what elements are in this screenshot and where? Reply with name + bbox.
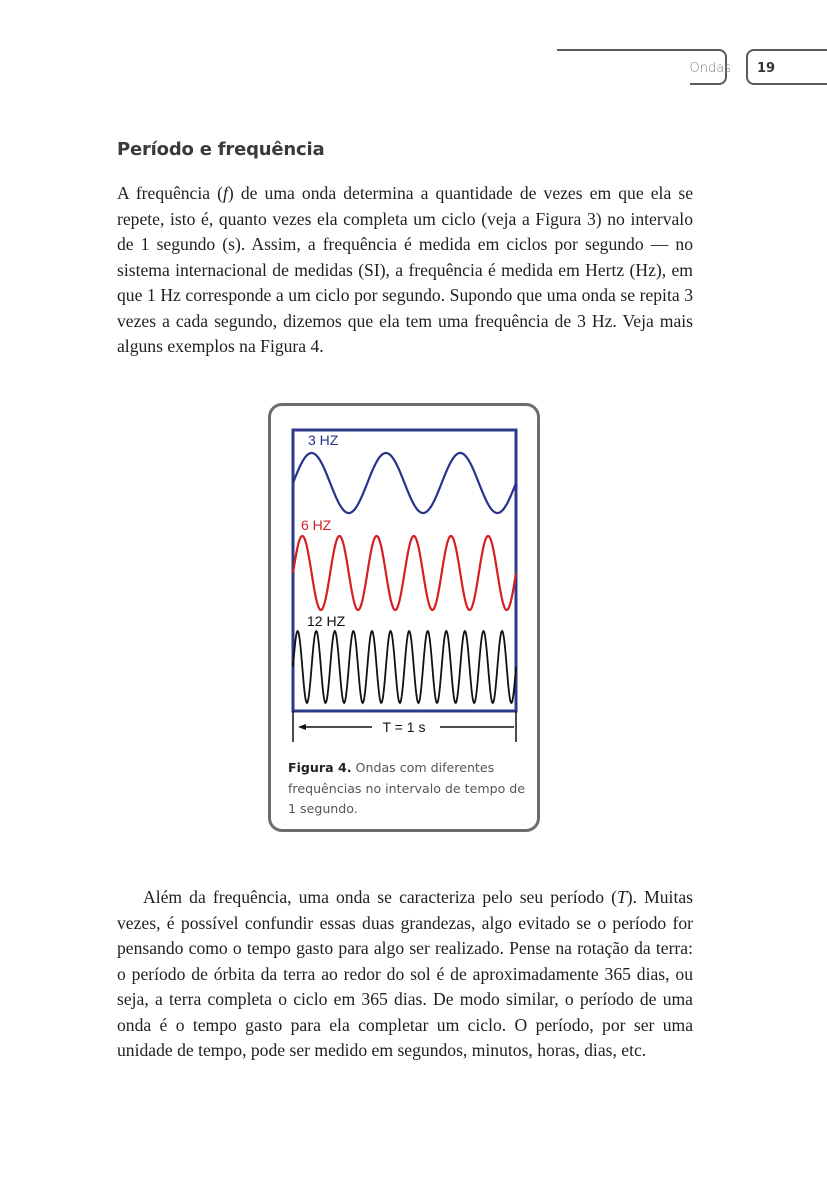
text-run: A frequência ( <box>117 183 224 203</box>
caption-label: Figura 4. <box>288 760 352 775</box>
variable-f: f <box>223 183 228 203</box>
wave-6hz <box>293 536 516 610</box>
wave-label-6hz: 6 HZ <box>301 517 332 533</box>
paragraph-period <box>117 885 693 1064</box>
text-run: Além da frequência, uma onda se caracteriza pelo seu período ( <box>143 887 617 907</box>
wave-3hz <box>293 453 516 513</box>
page-number: 19 <box>757 61 776 76</box>
interval-label: T = 1 s <box>382 719 426 735</box>
wave-label-12hz: 12 HZ <box>307 613 346 629</box>
arrowhead-left-icon <box>298 724 306 730</box>
variable-T: T <box>616 887 627 907</box>
text-run: ) de uma onda determina a quantidade de vezes em que ela se repete, isto é, quanto vezes ela completa um ciclo (veja a Figura 3) no intervalo de 1 segundo (s). Assim, a frequência é medida em ciclos por segundo — no sistema internacional de medidas (SI), a frequência é medida em Hertz (Hz), em que 1 Hz corresponde a um ciclo por segundo. Supondo que uma onda se repita 3 vezes a cada segundo, dizemos que ela tem uma frequência de 3 Hz. Veja mais alguns exemplos na Figura 4. <box>117 183 694 356</box>
caption-text: Ondas com diferentes frequências no intervalo de tempo de 1 segundo. <box>288 760 526 816</box>
wave-label-3hz: 3 HZ <box>308 432 339 448</box>
wave-12hz <box>293 631 516 703</box>
text-run: ). Muitas vezes, é possível confundir essas duas grandezas, algo evitado se o período for pensando como o tempo gasto para algo ser realizado. Pense na rotação da terra: o período de órbita da terra ao redor do sol é de aproximadamente 365 dias, ou seja, a terra completa o ciclo em 365 dias. De modo similar, o período de uma onda é o tempo gasto para ela completar um ciclo. O período, por ser uma unidade de tempo, pode ser medido em segundos, minutos, horas, dias, etc. <box>117 887 693 1060</box>
section-title: Período e frequência <box>117 139 325 160</box>
chapter-label: Ondas <box>689 61 731 76</box>
figure-caption <box>288 758 526 820</box>
